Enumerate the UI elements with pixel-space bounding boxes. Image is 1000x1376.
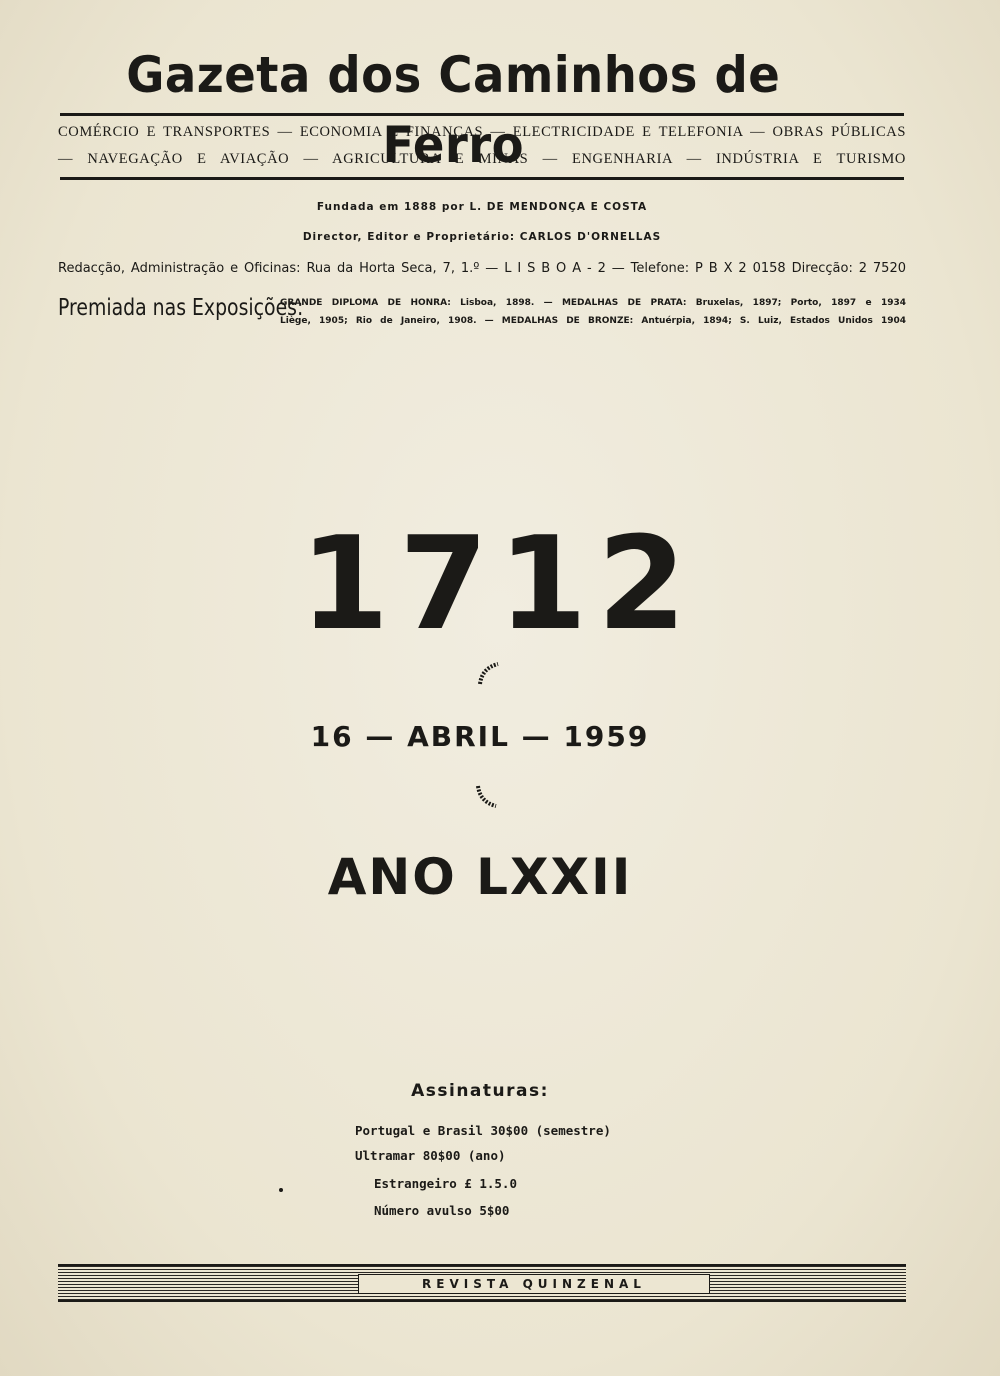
flourish-ornament-icon (476, 784, 498, 808)
subjects-line-1: COMÉRCIO E TRANSPORTES — ECONOMIA E FINANÇAS — ELECTRICIDADE E TELEFONIA — OBRAS PÚBLICAS (58, 124, 906, 140)
issue-year: ANO LXXII (327, 848, 633, 906)
issue-date: 16 — ABRIL — 1959 (310, 720, 650, 753)
address-line: Redacção, Administração e Oficinas: Rua da Horta Seca, 7, 1.º — L I S B O A - 2 — Telefone: P B X 2 0158 Direcção: 2 7520 (58, 261, 906, 276)
flourish-ornament-icon (478, 662, 500, 686)
subscription-row: Estrangeiro £ 1.5.0 (374, 1176, 517, 1191)
awards-line-2: Liège, 1905; Rio de Janeiro, 1908. — MEDALHAS DE BRONZE: Antuérpia, 1894; S. Luiz, Estados Unidos 1904 (280, 316, 906, 326)
subscriptions-title: Assinaturas: (411, 1081, 549, 1101)
masthead-title: Gazeta dos Caminhos de Ferro (126, 46, 781, 174)
footer-band (58, 1264, 906, 1302)
issue-number: 1712 (300, 510, 697, 659)
awards-label: Premiada nas Exposições: (58, 295, 304, 321)
footer-band-label: REVISTA QUINZENAL (358, 1274, 710, 1294)
director-line: Director, Editor e Proprietário: CARLOS D'ORNELLAS (302, 231, 662, 243)
masthead-rule-top (60, 113, 904, 116)
subscription-row: Ultramar 80$00 (ano) (355, 1148, 506, 1163)
subscription-row: Portugal e Brasil 30$00 (semestre) (355, 1123, 611, 1138)
masthead-rule-bottom (60, 177, 904, 180)
subjects-line-2: — NAVEGAÇÃO E AVIAÇÃO — AGRICULTURA E MINAS — ENGENHARIA — INDÚSTRIA E TURISMO (58, 151, 906, 167)
founded-line: Fundada em 1888 por L. DE MENDONÇA E COSTA (316, 201, 648, 213)
ink-dot (279, 1188, 283, 1192)
awards-line-1: GRANDE DIPLOMA DE HONRA: Lisboa, 1898. — MEDALHAS DE PRATA: Bruxelas, 1897; Porto, 1897 e 1934 (280, 298, 906, 308)
subscription-row: Número avulso 5$00 (374, 1203, 510, 1218)
